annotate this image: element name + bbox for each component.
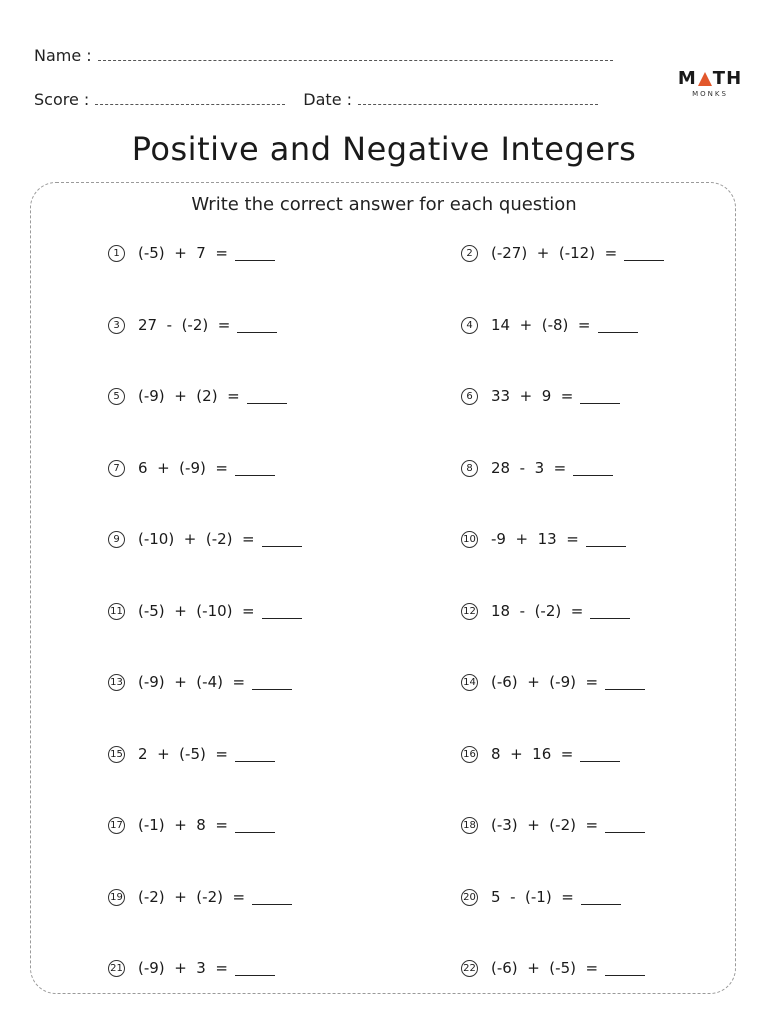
question-item xyxy=(461,814,645,836)
question-item xyxy=(108,743,275,765)
question-number-badge: 17 xyxy=(108,817,125,834)
question-number-badge: 5 xyxy=(108,388,125,405)
question-item xyxy=(108,528,302,550)
page-title: Positive and Negative Integers xyxy=(131,130,637,168)
answer-blank[interactable] xyxy=(581,890,621,905)
question-number-badge: 9 xyxy=(108,531,125,548)
question-number-badge: 13 xyxy=(108,674,125,691)
question-item xyxy=(108,886,292,908)
logo-text-left: M xyxy=(677,68,697,89)
answer-blank[interactable] xyxy=(235,246,275,261)
answer-blank[interactable] xyxy=(598,318,638,333)
question-number-badge: 20 xyxy=(461,889,478,906)
answer-blank[interactable] xyxy=(252,675,292,690)
question-number-badge: 8 xyxy=(461,460,478,477)
question-expression: 18 - (-2) = xyxy=(491,602,584,620)
question-number-badge: 19 xyxy=(108,889,125,906)
question-item xyxy=(461,528,626,550)
question-number-badge: 18 xyxy=(461,817,478,834)
question-item xyxy=(108,600,302,622)
question-expression: (-9) + (-4) = xyxy=(138,673,246,691)
question-number-badge: 22 xyxy=(461,960,478,977)
answer-blank[interactable] xyxy=(247,389,287,404)
date-label: Date : xyxy=(303,90,353,109)
question-number-badge: 15 xyxy=(108,746,125,763)
question-expression: 2 + (-5) = xyxy=(138,745,228,763)
question-number-badge: 4 xyxy=(461,317,478,334)
name-label: Name : xyxy=(34,46,92,65)
question-item xyxy=(461,743,620,765)
answer-blank[interactable] xyxy=(235,747,275,762)
question-expression: (-6) + (-9) = xyxy=(491,673,599,691)
question-number-badge: 11 xyxy=(108,603,125,620)
logo-triangle-icon xyxy=(698,72,712,86)
question-number-badge: 21 xyxy=(108,960,125,977)
question-item xyxy=(461,886,621,908)
question-number-badge: 1 xyxy=(108,245,125,262)
question-expression: 5 - (-1) = xyxy=(491,888,574,906)
question-expression: 8 + 16 = xyxy=(491,745,574,763)
question-number-badge: 16 xyxy=(461,746,478,763)
question-expression: 27 - (-2) = xyxy=(138,316,231,334)
question-item xyxy=(461,457,613,479)
score-date-row xyxy=(34,90,598,109)
logo-subtitle: MONKS xyxy=(692,90,728,98)
question-item xyxy=(108,314,277,336)
logo-text-right: TH xyxy=(712,68,743,89)
answer-blank[interactable] xyxy=(605,675,645,690)
question-number-badge: 10 xyxy=(461,531,478,548)
question-expression: 33 + 9 = xyxy=(491,387,574,405)
question-expression: -9 + 13 = xyxy=(491,530,579,548)
question-item xyxy=(108,242,275,264)
answer-blank[interactable] xyxy=(237,318,277,333)
question-expression: (-9) + 3 = xyxy=(138,959,228,977)
question-expression: (-27) + (-12) = xyxy=(491,244,618,262)
answer-blank[interactable] xyxy=(573,461,613,476)
question-number-badge: 6 xyxy=(461,388,478,405)
question-expression: (-2) + (-2) = xyxy=(138,888,246,906)
question-number-badge: 14 xyxy=(461,674,478,691)
answer-blank[interactable] xyxy=(605,961,645,976)
answer-blank[interactable] xyxy=(590,604,630,619)
name-row xyxy=(34,46,613,65)
math-monks-logo xyxy=(677,68,743,98)
answer-blank[interactable] xyxy=(262,532,302,547)
question-number-badge: 7 xyxy=(108,460,125,477)
date-field[interactable] xyxy=(358,103,598,105)
question-item xyxy=(461,957,645,979)
question-expression: 14 + (-8) = xyxy=(491,316,591,334)
question-item xyxy=(108,957,275,979)
question-expression: (-5) + 7 = xyxy=(138,244,228,262)
answer-blank[interactable] xyxy=(605,818,645,833)
question-expression: 28 - 3 = xyxy=(491,459,567,477)
score-label: Score : xyxy=(34,90,90,109)
answer-blank[interactable] xyxy=(580,389,620,404)
question-item xyxy=(461,671,645,693)
question-number-badge: 3 xyxy=(108,317,125,334)
answer-blank[interactable] xyxy=(235,818,275,833)
answer-blank[interactable] xyxy=(586,532,626,547)
question-item xyxy=(108,671,292,693)
question-expression: (-9) + (2) = xyxy=(138,387,240,405)
question-item xyxy=(461,314,638,336)
question-expression: 6 + (-9) = xyxy=(138,459,228,477)
answer-blank[interactable] xyxy=(235,961,275,976)
question-expression: (-1) + 8 = xyxy=(138,816,228,834)
score-field[interactable] xyxy=(95,103,285,105)
answer-blank[interactable] xyxy=(624,246,664,261)
questions-panel xyxy=(30,182,736,994)
answer-blank[interactable] xyxy=(580,747,620,762)
question-expression: (-3) + (-2) = xyxy=(491,816,599,834)
name-field[interactable] xyxy=(98,59,613,61)
question-item xyxy=(108,814,275,836)
answer-blank[interactable] xyxy=(262,604,302,619)
instruction-text: Write the correct answer for each question xyxy=(191,194,577,215)
question-number-badge: 2 xyxy=(461,245,478,262)
question-item xyxy=(461,385,620,407)
question-expression: (-6) + (-5) = xyxy=(491,959,599,977)
question-item xyxy=(461,242,664,264)
question-expression: (-10) + (-2) = xyxy=(138,530,255,548)
question-item xyxy=(108,385,287,407)
answer-blank[interactable] xyxy=(235,461,275,476)
question-expression: (-5) + (-10) = xyxy=(138,602,255,620)
question-item xyxy=(461,600,630,622)
question-number-badge: 12 xyxy=(461,603,478,620)
answer-blank[interactable] xyxy=(252,890,292,905)
question-item xyxy=(108,457,275,479)
